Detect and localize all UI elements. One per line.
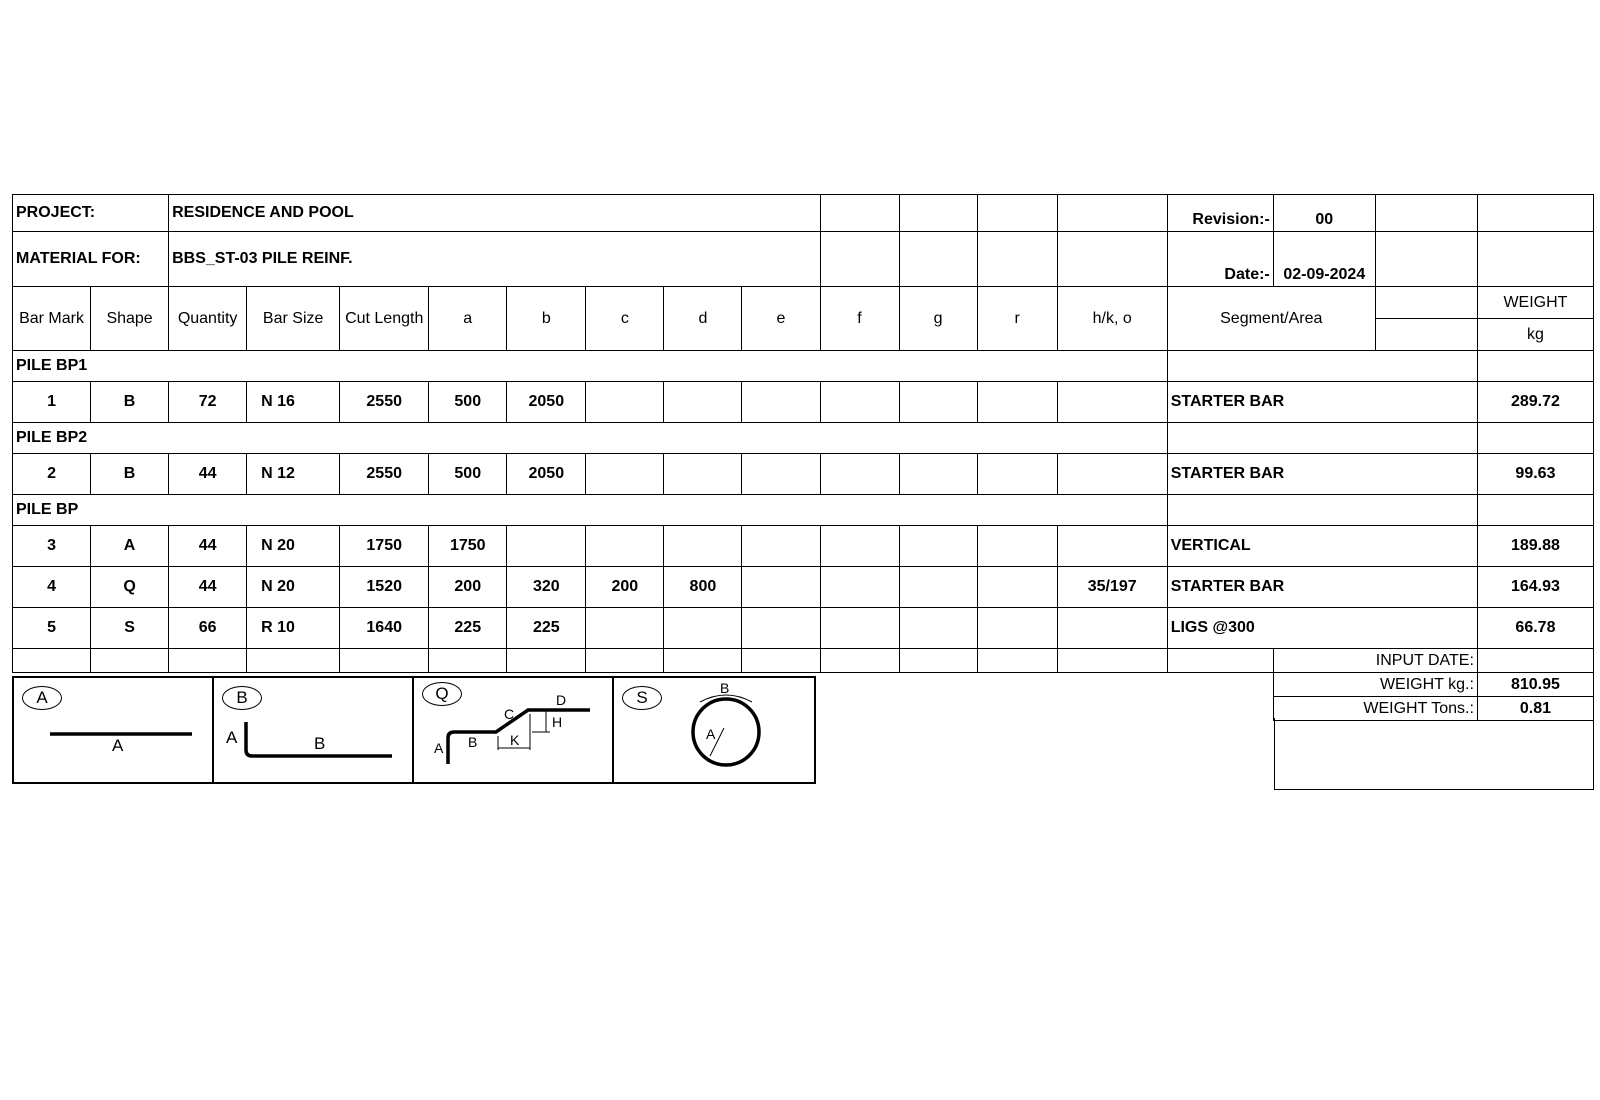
material-label: MATERIAL FOR:	[13, 232, 169, 287]
col-hko: h/k, o	[1057, 287, 1167, 351]
section-title: PILE BP	[13, 495, 1168, 526]
col-a: a	[429, 287, 507, 351]
col-quantity: Quantity	[169, 287, 247, 351]
col-b: b	[507, 287, 586, 351]
totals-notes-box	[1274, 718, 1594, 790]
section-title: PILE BP2	[13, 423, 1168, 454]
dimension-label: B	[314, 734, 326, 753]
col-r: r	[977, 287, 1057, 351]
shape-tag: S	[622, 686, 662, 710]
bar-bending-schedule-table	[12, 194, 1594, 721]
section-title: PILE BP1	[13, 351, 1168, 382]
dimension-label: B	[720, 680, 730, 696]
weight-tons-value: 0.81	[1477, 697, 1593, 721]
revision-value: 00	[1273, 195, 1375, 232]
weight-kg-label: WEIGHT kg.:	[1273, 673, 1477, 697]
cranked-bar-icon	[414, 678, 614, 782]
straight-bar-icon	[14, 678, 214, 782]
dimension-label: A	[434, 740, 444, 756]
table-row: 1 B 72 N 16 2550 500 2050 STARTER BAR 289.72	[13, 382, 1594, 423]
project-label: PROJECT:	[13, 195, 169, 232]
dimension-label: A	[112, 736, 124, 755]
revision-label: Revision:-	[1167, 195, 1273, 232]
dimension-label: A	[226, 728, 238, 747]
table-row: 3 A 44 N 20 1750 1750 VERTICAL 189.88	[13, 526, 1594, 567]
shape-tag: Q	[422, 682, 462, 706]
shape-b-diagram	[214, 678, 414, 782]
dimension-label: C	[504, 706, 515, 722]
project-value: RESIDENCE AND POOL	[169, 195, 820, 232]
shape-tag: A	[22, 686, 62, 710]
col-bar-size: Bar Size	[247, 287, 340, 351]
dimension-label: D	[556, 692, 567, 708]
dimension-label: K	[510, 732, 520, 748]
weight-tons-label: WEIGHT Tons.:	[1273, 697, 1477, 721]
col-d: d	[664, 287, 742, 351]
col-segment: Segment/Area	[1167, 287, 1375, 351]
shape-tag: B	[222, 686, 262, 710]
l-bar-icon	[214, 678, 414, 782]
input-date-label: INPUT DATE:	[1273, 649, 1477, 673]
col-e: e	[742, 287, 820, 351]
col-g: g	[899, 287, 977, 351]
col-c: c	[586, 287, 664, 351]
col-f: f	[820, 287, 899, 351]
dimension-label: H	[552, 714, 563, 730]
col-weight-unit: kg	[1477, 319, 1593, 351]
shape-s-diagram	[614, 678, 814, 782]
table-row: 2 B 44 N 12 2550 500 2050 STARTER BAR 99.63	[13, 454, 1594, 495]
weight-kg-value: 810.95	[1477, 673, 1593, 697]
table-row: 4 Q 44 N 20 1520 200 320 200 800 35/197 STARTER BAR 164.93	[13, 567, 1594, 608]
shape-a-diagram	[14, 678, 214, 782]
dimension-label: A	[706, 726, 716, 742]
table-row: 5 S 66 R 10 1640 225 225 LIGS @300 66.78	[13, 608, 1594, 649]
col-bar-mark: Bar Mark	[13, 287, 91, 351]
shape-q-diagram	[414, 678, 614, 782]
col-weight: WEIGHT	[1477, 287, 1593, 319]
material-value: BBS_ST-03 PILE REINF.	[169, 232, 820, 287]
dimension-label: B	[468, 734, 478, 750]
shape-legend	[12, 676, 816, 784]
col-shape: Shape	[91, 287, 169, 351]
input-date-value	[1477, 649, 1593, 673]
date-value: 02-09-2024	[1273, 232, 1375, 287]
date-label: Date:-	[1167, 232, 1273, 287]
col-cut-length: Cut Length	[340, 287, 429, 351]
